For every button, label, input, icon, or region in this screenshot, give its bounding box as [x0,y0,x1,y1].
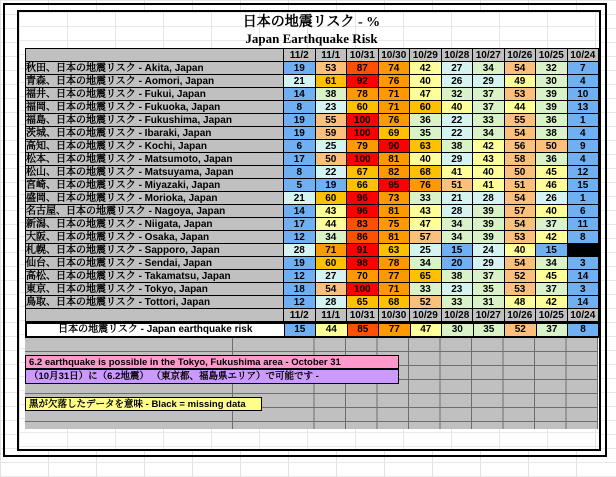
row-label[interactable]: 福島、日本の地震リスク - Fukushima, Japan [26,114,284,127]
risk-value-cell[interactable]: 19 [284,114,316,127]
city-row [26,153,599,166]
risk-value-cell[interactable]: 40 [473,166,505,179]
risk-value-cell[interactable]: 35 [473,283,505,296]
risk-value-cell[interactable]: 5 [284,179,316,192]
summary-value-cell[interactable]: 30 [442,323,474,337]
risk-value-cell[interactable]: 4 [567,75,599,88]
row-label[interactable]: 大阪、日本の地震リスク - Osaka, Japan [26,231,284,244]
risk-value-cell[interactable]: 39 [536,88,568,101]
risk-value-cell[interactable]: 42 [473,140,505,153]
risk-value-cell[interactable]: 11 [567,218,599,231]
risk-value-cell[interactable]: 40 [536,205,568,218]
city-row [26,140,599,153]
risk-value-cell[interactable]: 43 [410,205,442,218]
summary-value-cell[interactable]: 35 [473,323,505,337]
risk-value-cell[interactable]: 76 [410,179,442,192]
risk-value-cell[interactable]: 73 [378,192,410,205]
date-header-11/2[interactable]: 11/2 [284,49,316,62]
date-header-10/25[interactable]: 10/25 [536,49,568,62]
risk-value-cell[interactable]: 22 [441,114,473,127]
row-label[interactable]: 新潟、日本の地震リスク - Niigata, Japan [26,218,284,231]
risk-value-cell[interactable]: 42 [410,62,442,75]
risk-value-cell[interactable]: 100 [347,114,379,127]
risk-value-cell[interactable]: 12 [284,270,316,283]
risk-value-cell[interactable]: 37 [473,88,505,101]
risk-value-cell[interactable]: 29 [441,153,473,166]
risk-value-cell[interactable]: 37 [536,283,568,296]
date-header-10/31[interactable]: 10/31 [347,309,379,322]
risk-value-cell[interactable]: 15 [536,244,568,257]
risk-value-cell[interactable]: 25 [315,140,347,153]
risk-value-cell[interactable]: 34 [441,231,473,244]
risk-value-cell[interactable]: 33 [410,192,442,205]
risk-value-cell[interactable]: 34 [410,257,442,270]
risk-value-cell[interactable]: 71 [378,283,410,296]
risk-value-cell[interactable]: 39 [473,218,505,231]
summary-value-cell[interactable]: 8 [568,323,600,337]
corner-cell[interactable] [26,309,284,322]
risk-value-cell[interactable]: 32 [441,88,473,101]
risk-value-cell[interactable]: 50 [504,166,536,179]
risk-value-cell[interactable]: 32 [536,62,568,75]
risk-value-cell[interactable]: 46 [536,179,568,192]
summary-value-cell[interactable]: 52 [505,323,537,337]
risk-value-cell[interactable]: 81 [378,153,410,166]
risk-value-cell[interactable]: 60 [410,101,442,114]
risk-value-cell[interactable]: 96 [347,192,379,205]
city-row [26,244,599,257]
note-purple-banner[interactable]: （10月31日）に（6.2地震） （東京都、福島県エリア）で可能です - [25,369,399,384]
city-row [26,283,599,296]
date-header-10/29[interactable]: 10/29 [410,309,442,322]
risk-value-cell[interactable]: 12 [567,166,599,179]
risk-value-cell[interactable]: 50 [536,140,568,153]
risk-value-cell[interactable]: 25 [410,244,442,257]
risk-value-cell[interactable]: 38 [441,270,473,283]
page-title-en: Japan Earthquake Risk [245,31,378,46]
risk-value-cell[interactable]: 36 [410,114,442,127]
row-label[interactable]: 鳥取、日本の地震リスク - Tottori, Japan [26,296,284,309]
risk-value-cell[interactable]: 40 [441,101,473,114]
note-yellow-banner[interactable]: 黒が欠落したデータを意味 - Black = missing data [25,397,262,411]
risk-value-cell[interactable]: 34 [441,218,473,231]
risk-value-cell[interactable]: 54 [504,218,536,231]
row-label[interactable]: 宮崎、日本の地震リスク - Miyazaki, Japan [26,179,284,192]
missing-data-cell[interactable] [567,244,599,257]
risk-value-cell[interactable]: 49 [504,75,536,88]
risk-value-cell[interactable]: 66 [347,179,379,192]
risk-value-cell[interactable]: 42 [536,231,568,244]
summary-value-cell[interactable]: 37 [536,323,568,337]
risk-value-cell[interactable]: 63 [410,140,442,153]
risk-value-cell[interactable]: 23 [315,101,347,114]
row-label[interactable]: 松山、日本の地震リスク - Matsuyama, Japan [26,166,284,179]
risk-value-cell[interactable]: 40 [504,244,536,257]
risk-value-cell[interactable]: 36 [536,114,568,127]
date-header-10/28[interactable]: 10/28 [441,49,473,62]
corner-cell[interactable] [26,49,284,62]
risk-value-cell[interactable]: 47 [410,218,442,231]
summary-row [26,323,599,337]
risk-value-cell[interactable]: 48 [504,296,536,309]
city-row [26,257,599,270]
risk-value-cell[interactable]: 68 [410,166,442,179]
row-label[interactable]: 秋田、日本の地震リスク - Akita, Japan [26,62,284,75]
risk-value-cell[interactable]: 47 [410,88,442,101]
risk-value-cell[interactable]: 53 [504,231,536,244]
risk-value-cell[interactable]: 60 [347,101,379,114]
date-header-11/2[interactable]: 11/2 [284,309,316,322]
risk-value-cell[interactable]: 55 [315,114,347,127]
risk-value-cell[interactable]: 28 [441,205,473,218]
date-header-10/27[interactable]: 10/27 [473,49,505,62]
risk-value-cell[interactable]: 22 [441,127,473,140]
risk-value-cell[interactable]: 4 [567,127,599,140]
risk-value-cell[interactable]: 100 [347,153,379,166]
row-label[interactable]: 東京、日本の地震リスク - Tokyo, Japan [26,283,284,296]
risk-value-cell[interactable]: 71 [315,244,347,257]
date-header-10/25[interactable]: 10/25 [536,309,568,322]
risk-value-cell[interactable]: 92 [347,75,379,88]
risk-value-cell[interactable]: 60 [315,257,347,270]
risk-value-cell[interactable]: 41 [441,166,473,179]
footer-date-row [26,309,599,322]
risk-value-cell[interactable]: 56 [504,140,536,153]
risk-value-cell[interactable]: 45 [536,270,568,283]
risk-value-cell[interactable]: 100 [347,127,379,140]
risk-value-cell[interactable]: 33 [410,283,442,296]
risk-value-cell[interactable]: 57 [504,205,536,218]
city-row [26,231,599,244]
risk-value-cell[interactable]: 40 [410,75,442,88]
date-header-10/27[interactable]: 10/27 [473,309,505,322]
risk-value-cell[interactable]: 35 [410,127,442,140]
risk-value-cell[interactable]: 8 [284,166,316,179]
risk-value-cell[interactable]: 43 [473,153,505,166]
risk-value-cell[interactable]: 31 [473,296,505,309]
risk-value-cell[interactable]: 86 [347,231,379,244]
risk-table-body [26,49,599,322]
row-label[interactable]: 札幌、日本の地震リスク - Sapporo, Japan [26,244,284,257]
risk-value-cell[interactable]: 15 [567,179,599,192]
risk-value-cell[interactable]: 22 [315,166,347,179]
risk-value-cell[interactable]: 7 [567,62,599,75]
risk-value-cell[interactable]: 81 [378,231,410,244]
risk-value-cell[interactable]: 54 [504,62,536,75]
risk-value-cell[interactable]: 54 [504,127,536,140]
date-header-10/26[interactable]: 10/26 [504,309,536,322]
risk-value-cell[interactable]: 90 [378,140,410,153]
risk-value-cell[interactable]: 78 [378,257,410,270]
risk-value-cell[interactable]: 21 [441,192,473,205]
risk-value-cell[interactable]: 29 [473,75,505,88]
date-header-10/31[interactable]: 10/31 [347,49,379,62]
risk-value-cell[interactable]: 12 [284,296,316,309]
risk-value-cell[interactable]: 100 [347,283,379,296]
risk-value-cell[interactable]: 58 [504,153,536,166]
summary-value-cell[interactable]: 47 [410,323,442,337]
summary-value-cell[interactable]: 15 [284,323,316,337]
risk-value-cell[interactable]: 44 [504,101,536,114]
risk-value-cell[interactable]: 43 [315,205,347,218]
risk-value-cell[interactable]: 98 [347,257,379,270]
risk-value-cell[interactable]: 76 [378,114,410,127]
row-label[interactable]: 福井、日本の地震リスク - Fukui, Japan [26,88,284,101]
risk-value-cell[interactable]: 19 [315,179,347,192]
city-row [26,114,599,127]
risk-value-cell[interactable]: 36 [536,153,568,166]
risk-value-cell[interactable]: 37 [536,218,568,231]
risk-value-cell[interactable]: 76 [378,75,410,88]
risk-value-cell[interactable]: 51 [441,179,473,192]
risk-value-cell[interactable]: 54 [504,257,536,270]
risk-value-cell[interactable]: 9 [567,140,599,153]
risk-value-cell[interactable]: 83 [347,218,379,231]
risk-value-cell[interactable]: 14 [284,88,316,101]
risk-value-cell[interactable]: 55 [504,114,536,127]
risk-value-cell[interactable]: 52 [410,296,442,309]
city-row [26,205,599,218]
risk-value-cell[interactable]: 67 [347,166,379,179]
summary-value-cell[interactable]: 44 [316,323,348,337]
risk-value-cell[interactable]: 71 [378,101,410,114]
summary-value-cell[interactable]: 85 [347,323,379,337]
risk-value-cell[interactable]: 14 [567,270,599,283]
risk-value-cell[interactable]: 95 [378,179,410,192]
risk-value-cell[interactable]: 53 [504,283,536,296]
risk-value-cell[interactable]: 3 [567,283,599,296]
risk-value-cell[interactable]: 19 [284,257,316,270]
risk-value-cell[interactable]: 17 [284,153,316,166]
risk-value-cell[interactable]: 28 [473,192,505,205]
title-block [25,12,598,48]
risk-value-cell[interactable]: 29 [473,257,505,270]
risk-value-cell[interactable]: 59 [315,127,347,140]
risk-table [25,48,599,322]
risk-value-cell[interactable]: 68 [378,296,410,309]
risk-value-cell[interactable]: 39 [473,231,505,244]
risk-value-cell[interactable]: 18 [284,283,316,296]
risk-value-cell[interactable]: 34 [473,127,505,140]
risk-value-cell[interactable]: 39 [536,101,568,114]
city-row [26,192,599,205]
risk-value-cell[interactable]: 78 [347,88,379,101]
risk-value-cell[interactable]: 51 [504,179,536,192]
date-header-11/1[interactable]: 11/1 [315,49,347,62]
risk-value-cell[interactable]: 12 [284,231,316,244]
risk-value-cell[interactable]: 82 [378,166,410,179]
city-row [26,270,599,283]
risk-value-cell[interactable]: 34 [536,257,568,270]
row-label[interactable]: 名古屋、日本の地震リスク - Nagoya, Japan [26,205,284,218]
risk-value-cell[interactable]: 1 [567,114,599,127]
risk-value-cell[interactable]: 3 [567,257,599,270]
city-row [26,166,599,179]
city-row [26,218,599,231]
risk-value-cell[interactable]: 65 [410,270,442,283]
risk-value-cell[interactable]: 77 [378,270,410,283]
risk-value-cell[interactable]: 19 [284,127,316,140]
risk-value-cell[interactable]: 24 [473,244,505,257]
risk-value-cell[interactable]: 38 [441,140,473,153]
risk-value-cell[interactable]: 21 [284,192,316,205]
date-header-row [26,49,599,62]
risk-value-cell[interactable]: 8 [284,101,316,114]
risk-value-cell[interactable]: 44 [315,218,347,231]
risk-value-cell[interactable]: 1 [567,192,599,205]
earthquake-risk-sheet [17,10,601,451]
risk-value-cell[interactable]: 34 [315,231,347,244]
risk-value-cell[interactable]: 19 [284,62,316,75]
row-label[interactable]: 青森、日本の地震リスク - Aomori, Japan [26,75,284,88]
risk-value-cell[interactable]: 14 [284,205,316,218]
date-header-10/24[interactable]: 10/24 [567,49,599,62]
risk-value-cell[interactable]: 53 [504,88,536,101]
risk-value-cell[interactable]: 81 [378,205,410,218]
risk-value-cell[interactable]: 91 [347,244,379,257]
risk-value-cell[interactable]: 6 [284,140,316,153]
risk-value-cell[interactable]: 8 [567,231,599,244]
risk-value-cell[interactable]: 39 [473,205,505,218]
risk-value-cell[interactable]: 54 [504,192,536,205]
risk-value-cell[interactable]: 52 [504,270,536,283]
risk-value-cell[interactable]: 37 [473,270,505,283]
date-header-10/28[interactable]: 10/28 [441,309,473,322]
risk-value-cell[interactable]: 74 [378,62,410,75]
risk-value-cell[interactable]: 45 [536,166,568,179]
risk-value-cell[interactable]: 79 [347,140,379,153]
city-row [26,296,599,309]
risk-value-cell[interactable]: 40 [410,153,442,166]
city-row [26,101,599,114]
risk-value-cell[interactable]: 10 [567,88,599,101]
note-pink-banner[interactable]: 6.2 earthquake is possible in the Tokyo, Fukushima area - October 31 [25,355,399,369]
risk-value-cell[interactable]: 23 [441,283,473,296]
date-header-10/30[interactable]: 10/30 [378,49,410,62]
date-header-10/26[interactable]: 10/26 [504,49,536,62]
risk-value-cell[interactable]: 28 [284,244,316,257]
risk-value-cell[interactable]: 28 [315,296,347,309]
risk-value-cell[interactable]: 53 [315,62,347,75]
risk-value-cell[interactable]: 63 [378,244,410,257]
risk-value-cell[interactable]: 69 [378,127,410,140]
row-label[interactable]: 高知、日本の地震リスク - Kochi, Japan [26,140,284,153]
row-label[interactable]: 福岡、日本の地震リスク - Fukuoka, Japan [26,101,284,114]
date-header-10/29[interactable]: 10/29 [410,49,442,62]
risk-value-cell[interactable]: 27 [315,270,347,283]
row-label[interactable]: 松本、日本の地震リスク - Matsumoto, Japan [26,153,284,166]
risk-value-cell[interactable]: 96 [347,205,379,218]
risk-value-cell[interactable]: 41 [473,179,505,192]
row-label[interactable]: 仙台、日本の地震リスク - Sendai, Japan [26,257,284,270]
row-label[interactable]: 高松、日本の地震リスク - Takamatsu, Japan [26,270,284,283]
risk-value-cell[interactable]: 60 [315,192,347,205]
city-row [26,75,599,88]
page-title-jp: 日本の地震リスク - % [242,15,381,30]
risk-value-cell[interactable]: 34 [473,62,505,75]
summary-value-cell[interactable]: 77 [379,323,411,337]
summary-table [25,322,600,338]
risk-value-cell[interactable]: 26 [536,192,568,205]
risk-value-cell[interactable]: 50 [315,153,347,166]
risk-value-cell[interactable]: 33 [441,296,473,309]
city-row [26,88,599,101]
risk-value-cell[interactable]: 15 [441,244,473,257]
notes-area [25,338,598,429]
risk-value-cell[interactable]: 13 [567,101,599,114]
risk-value-cell[interactable]: 17 [284,218,316,231]
risk-value-cell[interactable]: 54 [315,283,347,296]
risk-value-cell[interactable]: 71 [378,88,410,101]
risk-value-cell[interactable]: 6 [567,205,599,218]
risk-value-cell[interactable]: 38 [315,88,347,101]
risk-value-cell[interactable]: 37 [473,101,505,114]
risk-value-cell[interactable]: 57 [410,231,442,244]
risk-value-cell[interactable]: 87 [347,62,379,75]
risk-value-cell[interactable]: 30 [536,75,568,88]
risk-value-cell[interactable]: 14 [567,296,599,309]
row-label[interactable]: 茨城、日本の地震リスク - Ibaraki, Japan [26,127,284,140]
row-label[interactable]: 盛岡、日本の地震リスク - Morioka, Japan [26,192,284,205]
risk-value-cell[interactable]: 20 [441,257,473,270]
risk-value-cell[interactable]: 42 [536,296,568,309]
risk-value-cell[interactable]: 4 [567,153,599,166]
city-row [26,62,599,75]
risk-value-cell[interactable]: 26 [441,75,473,88]
risk-value-cell[interactable]: 38 [536,127,568,140]
risk-value-cell[interactable]: 33 [473,114,505,127]
summary-label[interactable]: 日本の地震リスク - Japan earthquake risk [26,323,284,337]
date-header-10/30[interactable]: 10/30 [378,309,410,322]
risk-value-cell[interactable]: 70 [347,270,379,283]
risk-value-cell[interactable]: 27 [441,62,473,75]
date-header-10/24[interactable]: 10/24 [567,309,599,322]
risk-value-cell[interactable]: 65 [347,296,379,309]
risk-value-cell[interactable]: 75 [378,218,410,231]
risk-value-cell[interactable]: 21 [284,75,316,88]
city-row [26,179,599,192]
date-header-11/1[interactable]: 11/1 [315,309,347,322]
risk-value-cell[interactable]: 61 [315,75,347,88]
city-row [26,127,599,140]
